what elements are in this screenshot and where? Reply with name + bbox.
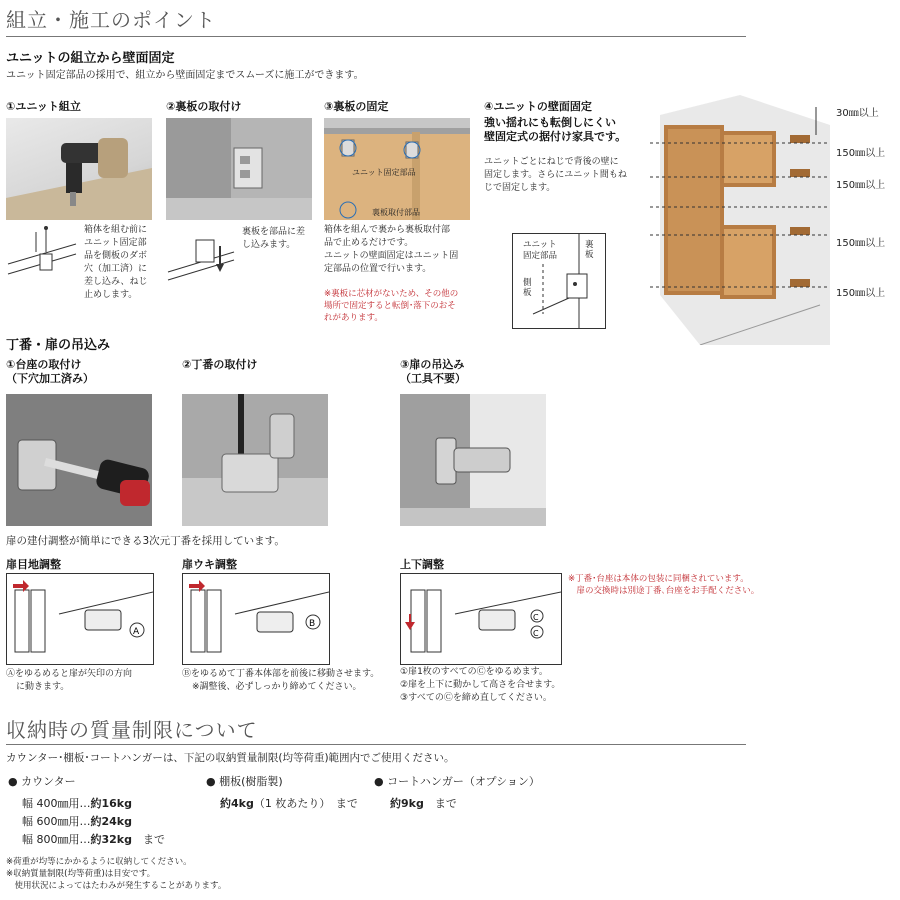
- adjust1-text: [6, 668, 166, 694]
- shelf-suffix: （1 枚あたり） まで: [253, 797, 358, 810]
- step1-title: ①ユニット組立: [6, 100, 81, 113]
- step4-desc-line: ユニットごとにねじで背後の壁に: [484, 157, 619, 167]
- row-size: 幅 600㎜用…: [22, 815, 91, 828]
- row-size: 幅 800㎜用…: [22, 833, 91, 846]
- weight-notes: [6, 856, 226, 892]
- title-divider: [6, 36, 746, 37]
- step3-warning-note: [324, 288, 476, 324]
- mark-b: B: [309, 619, 316, 629]
- step3-title: ③裏板の固定: [324, 100, 389, 113]
- note-line: ※荷重が均等にかかるように収納してください。: [6, 857, 192, 867]
- section-title-assembly: 組立・施工のポイント: [6, 8, 216, 32]
- adjust-line: ※調整後、必ずしっかり締めてください。: [192, 682, 362, 692]
- step2-desc-line: し込みます。: [242, 240, 296, 250]
- adjust3-title: 上下調整: [400, 558, 444, 571]
- adjust3-diagram: [400, 573, 562, 665]
- note-line: 扉の交換時は別途丁番､台座をお手配ください。: [568, 586, 760, 596]
- counter-row-800: [22, 831, 165, 847]
- title-line: ①台座の取付け: [6, 358, 82, 371]
- adjust-line: ②扉を上下に動かして高さを合せます。: [400, 680, 561, 690]
- hinge-step2-photo: [182, 394, 328, 526]
- adjust-line: に動きます。: [16, 682, 70, 692]
- shelf-weight: 約4kg: [220, 797, 254, 810]
- dimension-2: 150㎜以上: [836, 180, 886, 191]
- step3-desc-line: 品で止めるだけです。: [324, 238, 414, 248]
- step1-desc-line: 差し込み、ねじ: [84, 277, 148, 287]
- counter-row-600: [22, 813, 132, 829]
- step2-desc-line: 裏板を部品に差: [242, 227, 306, 237]
- hinge-step1-title: [6, 358, 94, 386]
- row-weight: 約24kg: [90, 815, 132, 828]
- hanger-suffix: まで: [423, 797, 457, 810]
- diagram-label-back-panel: 裏板: [585, 240, 594, 260]
- step4-bold-line: 強い揺れにも転倒しにくい: [484, 116, 616, 129]
- adjust2-text: [182, 668, 402, 694]
- hinge-step2-title: ②丁番の取付け: [182, 358, 258, 371]
- label-back-panel-part: 裏板取付部品: [372, 208, 420, 217]
- step3-desc-line: 箱体を組んで裏から裏板取付部: [324, 225, 451, 235]
- warning-line: 場所で固定すると転倒･落下のおそ: [324, 301, 456, 311]
- mark-a: A: [133, 627, 140, 637]
- diagram-label-side-panel: 側板: [523, 278, 532, 298]
- adjust-line: Ⓑをゆるめて丁番本体部を前後に移動させます。: [182, 669, 380, 679]
- note-line: ※収納質量制限(均等荷重)は目安です。: [6, 869, 156, 879]
- warning-line: ※裏板に芯材がないため、その他の: [324, 289, 459, 299]
- row-suffix: まで: [132, 833, 165, 846]
- mark-c: C: [533, 629, 539, 638]
- adjust2-title: 扉ウキ調整: [182, 558, 237, 571]
- cabinet-illustration: [640, 95, 830, 345]
- step4-description: [484, 156, 644, 195]
- shelf-label: ● 棚板(樹脂製): [206, 775, 283, 788]
- step2-photo: [166, 118, 312, 220]
- step3-desc-line: 定部品の位置で行います。: [324, 264, 432, 274]
- title-line: ③扉の吊込み: [400, 358, 465, 371]
- step1-desc-line: 穴（加工済）に: [84, 264, 148, 274]
- step1-photo: [6, 118, 152, 220]
- title-line: （下穴加工済み）: [6, 372, 94, 385]
- row-weight: 約32kg: [90, 833, 132, 846]
- section-title-weight: 収納時の質量制限について: [6, 718, 258, 742]
- warning-line: れがあります。: [324, 313, 383, 323]
- dimension-3: 150㎜以上: [836, 238, 886, 249]
- drill-illustration: [6, 118, 152, 220]
- step3-desc-line: ユニットの壁面固定はユニット固: [324, 251, 459, 261]
- intro-text: ユニット固定部品の採用で、組立から壁面固定までスムーズに施工ができます。: [6, 70, 364, 81]
- title-line: （工具不要）: [400, 372, 466, 385]
- step4-bold-text: [484, 116, 626, 144]
- dimension-4: 150㎜以上: [836, 288, 886, 299]
- diagram-label-line: ユニット: [523, 240, 557, 250]
- step1-desc-line: 止めします。: [84, 290, 138, 300]
- dimension-1: 150㎜以上: [836, 148, 886, 159]
- step1-diagram: [6, 224, 78, 288]
- heading-hinge: 丁番・扉の吊込み: [6, 338, 111, 353]
- hinge-caption: 扉の建付調整が簡単にできる3次元丁番を採用しています。: [6, 535, 285, 547]
- adjust1-title: 扉目地調整: [6, 558, 61, 571]
- step4-desc-line: じで固定します。: [484, 183, 556, 193]
- row-weight: 約16kg: [90, 797, 132, 810]
- counter-row-400: [22, 795, 132, 811]
- hanger-weight: 約9kg: [390, 797, 424, 810]
- wall-fix-diagram: [512, 233, 606, 329]
- note-line: 使用状況によってはたわみが発生することがあります。: [6, 881, 227, 891]
- step1-description: [84, 224, 156, 302]
- hinge-step3-title: [400, 358, 466, 386]
- step4-bold-line: 壁固定式の据付け家具です。: [484, 130, 627, 143]
- screwdriver-illustration: [6, 394, 152, 526]
- step2-diagram: [166, 226, 236, 282]
- step4-desc-line: 固定します。さらにユニット間もね: [484, 170, 627, 180]
- counter-label: ● カウンター: [8, 775, 76, 788]
- diagram-label-line: 固定部品: [523, 251, 558, 261]
- adjust3-text: [400, 666, 600, 705]
- step2-title: ②裏板の取付け: [166, 100, 242, 113]
- adjust2-diagram: [182, 573, 330, 665]
- adjust-line: ①扉1枚のすべてのⒸをゆるめます。: [400, 667, 548, 677]
- heading-unit-assembly: ユニットの組立から壁面固定: [6, 51, 175, 66]
- hinge-step3-photo: [400, 394, 546, 526]
- dimension-top: 30㎜以上: [836, 108, 879, 119]
- adjust-line: ③すべてのⒸを締め直してください。: [400, 693, 552, 703]
- step1-desc-line: 品を側板のダボ: [84, 251, 148, 261]
- mark-c: C: [533, 613, 539, 622]
- row-size: 幅 400㎜用…: [22, 797, 91, 810]
- weight-divider: [6, 744, 746, 745]
- adjust-line: Ⓐをゆるめると扉が矢印の方向: [6, 669, 133, 679]
- step3-description: [324, 224, 474, 276]
- label-unit-fixing-part: ユニット固定部品: [352, 168, 416, 177]
- hanger-label: ● コートハンガー（オプション）: [374, 775, 540, 788]
- hinge-mount-illustration: [182, 394, 328, 526]
- hinge-note: [568, 573, 788, 597]
- hanger-limit: [390, 795, 457, 811]
- diagram-label-unit: [523, 240, 557, 262]
- shelf-limit: [220, 795, 358, 811]
- step2-description: [242, 226, 318, 252]
- step1-desc-line: ユニット固定部: [84, 238, 147, 248]
- door-hang-illustration: [400, 394, 546, 526]
- step4-title: ④ユニットの壁面固定: [484, 100, 592, 113]
- hinge-step1-photo: [6, 394, 152, 526]
- adjust1-diagram: [6, 573, 154, 665]
- note-line: ※丁番･台座は本体の包装に同梱されています。: [568, 574, 749, 584]
- weight-intro: カウンター･棚板･コートハンガーは、下記の収納質量制限(均等荷重)範囲内でご使用ください。: [6, 752, 455, 764]
- back-panel-illustration: [166, 118, 312, 220]
- step1-desc-line: 箱体を組む前に: [84, 225, 148, 235]
